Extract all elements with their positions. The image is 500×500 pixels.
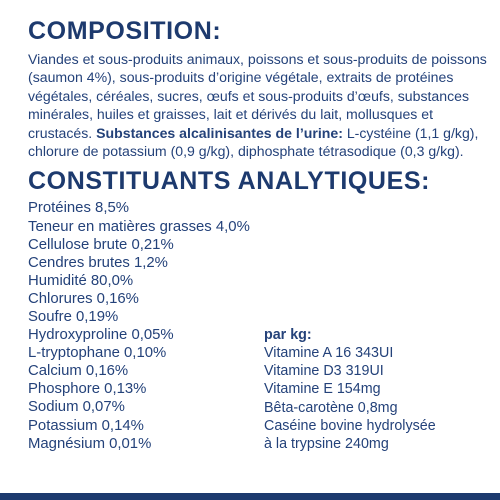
analytical-list [28, 199, 268, 452]
composition-text [28, 50, 490, 160]
bottom-bar [0, 493, 500, 500]
per-kg-item: à la trypsine 240mg [264, 435, 389, 452]
per-kg-list [264, 326, 436, 453]
label-panel [28, 14, 490, 453]
alkaline-label: Substances alcalinisantes de l’urine: [96, 124, 343, 141]
analytical-item: Hydroxyproline 0,05% [28, 327, 174, 344]
analytical-item: Calcium 0,16% [28, 363, 129, 380]
per-kg-item: Vitamine E 154mg [264, 381, 381, 398]
analytical-item: Potassium 0,14% [28, 417, 144, 434]
composition-ingredients: Viandes et sous-produits animaux, poissons et sous-produits de poissons (saumon 4%), sous-produits d’origine végétale, extraits de protéines végétales, céréales, sucres, œufs et sous-produits d’œufs, substances minérales, huiles et graisses, lait et dérivés du lait, mollusques et crustacés. [28, 51, 487, 141]
per-kg-item: Vitamine D3 319UI [264, 363, 384, 380]
per-kg-item: Bêta-carotène 0,8mg [264, 399, 398, 416]
analytical-item: Sodium 0,07% [28, 399, 125, 416]
analytical-item: Phosphore 0,13% [28, 381, 147, 398]
analytical-item: Cellulose brute 0,21% [28, 236, 174, 253]
analytical-item: Protéines 8,5% [28, 200, 129, 217]
per-kg-item: Vitamine A 16 343UI [264, 345, 394, 362]
analytical-item: Teneur en matières grasses 4,0% [28, 218, 250, 235]
analytical-columns [28, 199, 490, 452]
alkaline-text: L-cystéine (1,1 g/kg), chlorure de potassium (0,9 g/kg), diphosphate tétrasodique (0,3 g/kg). [28, 124, 479, 160]
composition-heading: COMPOSITION: [28, 17, 222, 45]
analytical-item: Chlorures 0,16% [28, 290, 139, 307]
per-kg-item: Caséine bovine hydrolysée [264, 417, 436, 434]
analytical-item: L-tryptophane 0,10% [28, 345, 167, 362]
analytical-heading: CONSTITUANTS ANALYTIQUES: [28, 167, 431, 196]
analytical-item: Cendres brutes 1,2% [28, 254, 168, 271]
per-kg-heading: par kg: [264, 327, 312, 344]
analytical-item: Magnésium 0,01% [28, 435, 152, 452]
analytical-item: Soufre 0,19% [28, 309, 119, 325]
analytical-item: Humidité 80,0% [28, 272, 134, 289]
